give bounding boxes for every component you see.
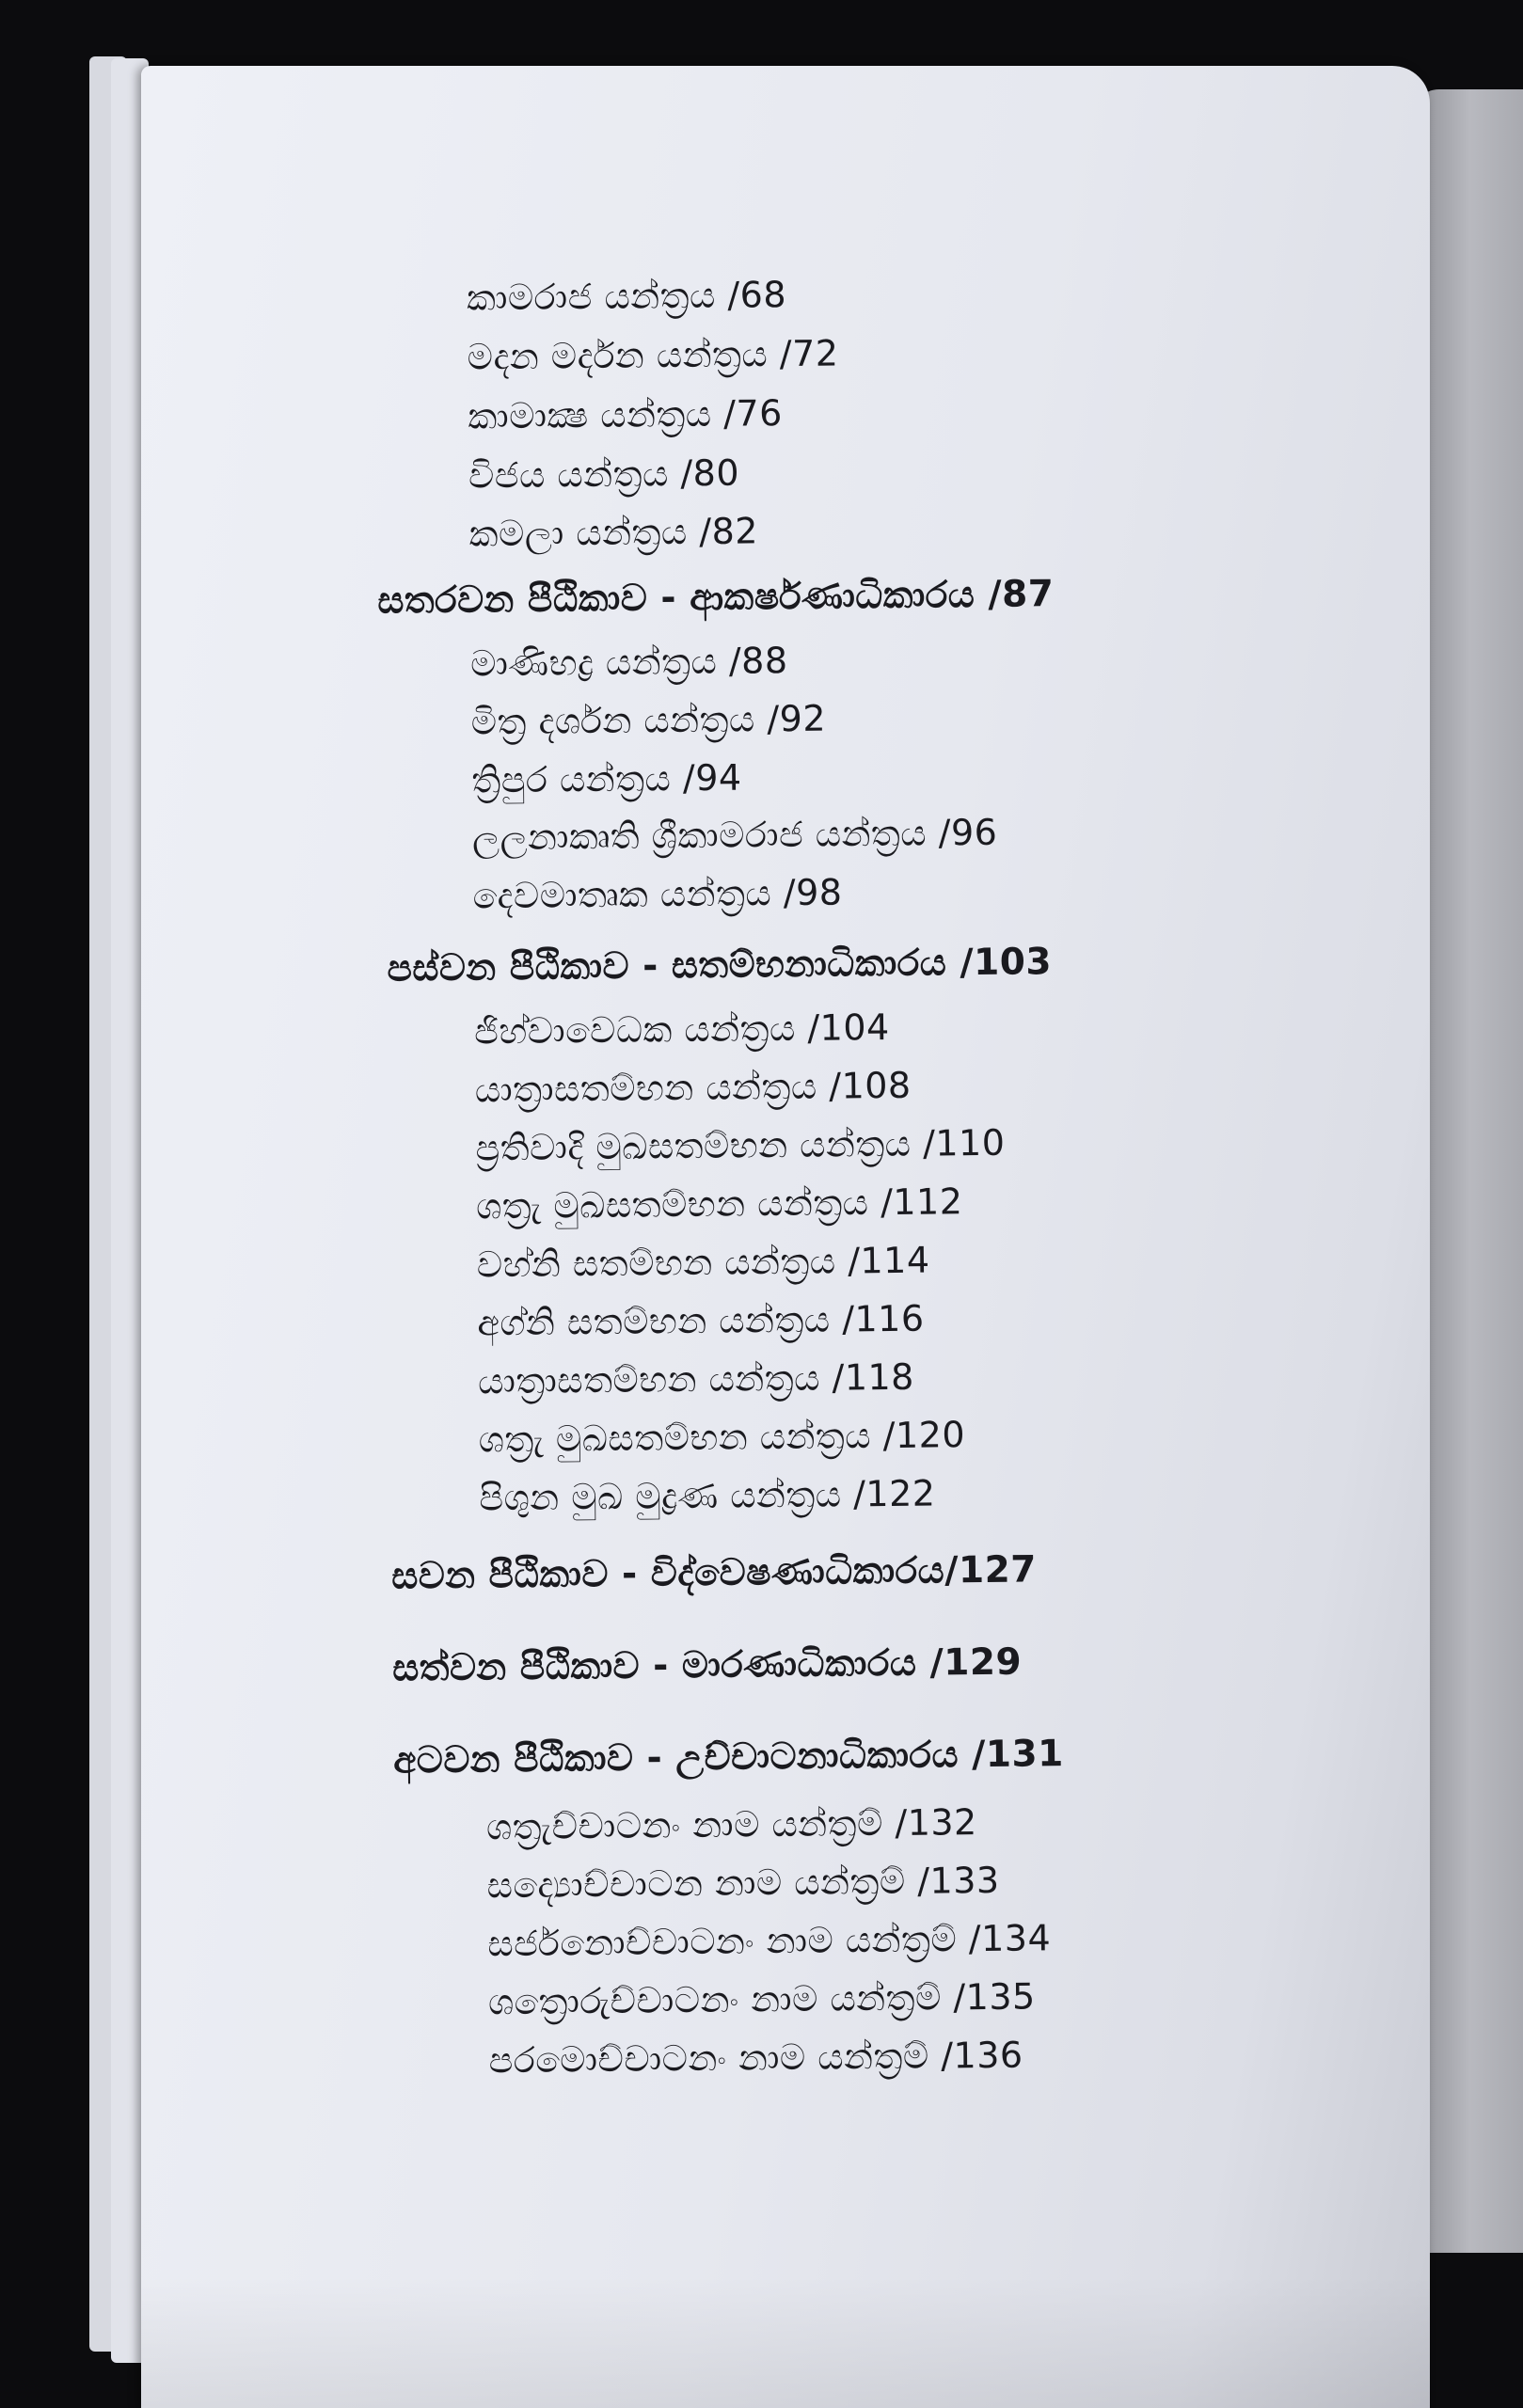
toc-entry: යාත්‍රාසතම්භන යන්ත්‍රය /108 [474, 1064, 912, 1111]
toc-entry: මදන මර්දන යන්ත්‍රය /72 [467, 332, 839, 378]
section-heading: සතරවන පීඨිකාව - ආකර්ෂණාධිකාරය /87 [377, 573, 1055, 623]
toc-entry: ශත්‍රැ මුඛසතම්භන යන්ත්‍රය /120 [478, 1414, 966, 1461]
toc-entry: ලලනාකෘති ශ්‍රීකාමරාජ යන්ත්‍රය /96 [471, 811, 998, 859]
toc-entry: අග්නි සතම්භන යන්ත්‍රය /116 [477, 1297, 925, 1344]
section-heading: සවන පීඨිකාව - විද්වෙෂණාධිකාරය/127 [390, 1548, 1038, 1598]
toc-entry: පිශුන මුඛ මුද්‍රණ යන්ත්‍රය /122 [479, 1472, 936, 1519]
toc-entry: කාමාක්‍ෂ යන්ත්‍රය /76 [468, 392, 784, 437]
section-heading: පස්වන පීඨිකාව - සතම්භනාධිකාරය /103 [387, 941, 1053, 990]
book-page [141, 66, 1430, 2408]
toc-entry: දෙවමාතෘක යන්ත්‍රය /98 [472, 871, 843, 917]
toc-entry: මිත්‍ර දර්ශන යන්ත්‍රය /92 [470, 697, 827, 743]
table-of-contents [129, 59, 1442, 2408]
toc-entry: මාණිභද්‍ර යන්ත්‍රය /88 [469, 640, 788, 685]
toc-entry: විජය යන්ත්‍රය /80 [468, 452, 740, 497]
toc-entry: ත්‍රිපුර යන්ත්‍රය /94 [471, 756, 742, 801]
toc-entry: ශත්‍රැ මුඛසතම්භන යන්ත්‍රය /112 [475, 1180, 963, 1228]
toc-entry: යාත්‍රාසතම්භන යන්ත්‍රය /118 [477, 1355, 915, 1402]
toc-entry: ශත්‍රොරුච්චාටනං නාම යන්ත්‍රම් /135 [487, 1975, 1036, 2023]
toc-entry: ජිහ්වාවෙධක යන්ත්‍රය /104 [473, 1006, 890, 1053]
toc-entry: කාමරාජ යන්ත්‍රය /68 [466, 274, 787, 319]
toc-entry: සද්‍යොච්චාටන නාම යන්ත්‍රම් /133 [486, 1859, 1000, 1907]
toc-entry: ප්‍රතිවාදි මුඛසතම්භන යන්ත්‍රය /110 [475, 1121, 1006, 1169]
section-heading: අටවන පීඨිකාව - උච්චාටනාධිකාරය /131 [393, 1733, 1064, 1782]
toc-entry: පරමොච්චාටනං නාම යන්ත්‍රම් /136 [488, 2034, 1023, 2082]
toc-entry: ශත්‍රැච්චාටනං නාම යන්ත්‍රම් /132 [485, 1801, 977, 1848]
toc-entry: වහ්නි සතම්භන යන්ත්‍රය /114 [476, 1239, 930, 1286]
toc-entry: කමලා යන්ත්‍රය /82 [468, 510, 759, 555]
section-heading: සත්වන පීඨිකාව - මාරණාධිකාරය /129 [392, 1640, 1023, 1690]
toc-entry: සර්ජනොච්චාටනං නාම යන්ත්‍රම් /134 [487, 1917, 1052, 1965]
